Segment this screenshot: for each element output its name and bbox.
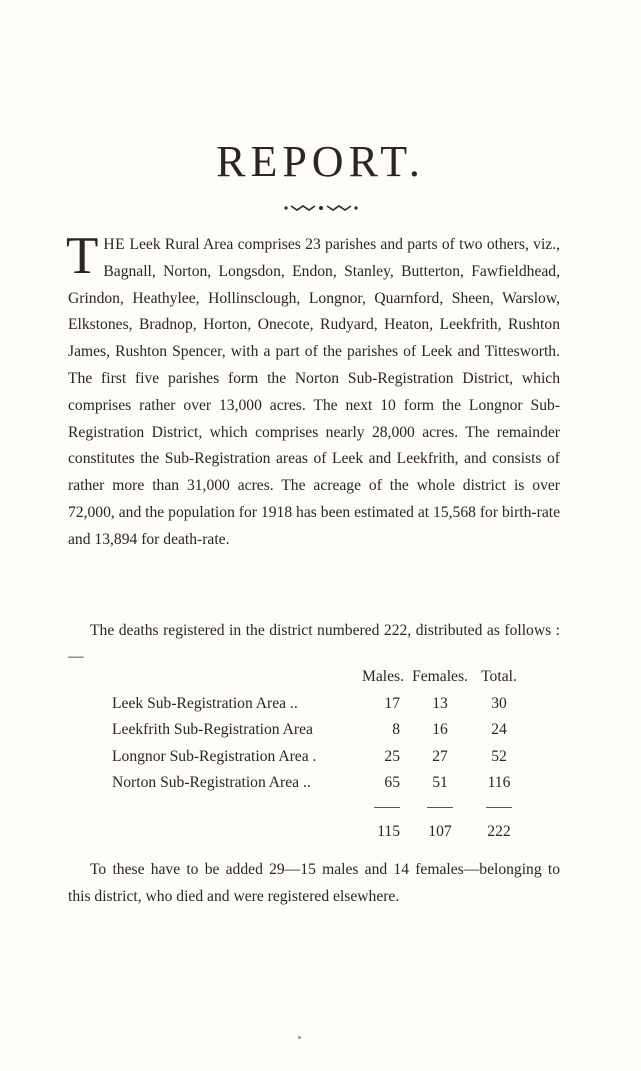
rule-line bbox=[427, 807, 453, 808]
row-females: 51 bbox=[432, 774, 448, 792]
table-row bbox=[112, 691, 522, 718]
deaths-table bbox=[112, 664, 522, 845]
row-total: 52 bbox=[491, 747, 507, 765]
row-males: 17 bbox=[384, 694, 401, 712]
row-males: 25 bbox=[384, 747, 401, 765]
row-total: 116 bbox=[487, 774, 511, 792]
additional-paragraph: To these have to be added 29—15 males and 14 females—belonging to this district, who died and were registered elsewhere. bbox=[68, 861, 560, 905]
table-row bbox=[112, 744, 522, 771]
row-males: 65 bbox=[384, 774, 401, 792]
table-row bbox=[112, 717, 522, 744]
total-total: 222 bbox=[487, 822, 511, 840]
row-label: Norton Sub-Registration Area .. bbox=[112, 774, 311, 792]
row-males: 8 bbox=[392, 721, 401, 739]
table-totals-row bbox=[112, 819, 522, 846]
row-females: 13 bbox=[432, 694, 448, 712]
ornament-divider bbox=[283, 204, 359, 212]
header-males: Males. bbox=[362, 668, 405, 686]
row-total: 24 bbox=[491, 721, 507, 739]
row-label: Longnor Sub-Registration Area . bbox=[112, 747, 317, 765]
table-rule-row bbox=[112, 797, 522, 819]
deaths-paragraph: The deaths registered in the district numbered 222, distributed as follows : — bbox=[68, 622, 560, 665]
page-mark bbox=[298, 1036, 301, 1039]
table-row bbox=[112, 770, 522, 797]
total-males: 115 bbox=[377, 822, 401, 840]
total-females: 107 bbox=[428, 822, 452, 840]
rule-line bbox=[374, 807, 400, 808]
header-females: Females. bbox=[412, 668, 468, 686]
intro-text: Leek Rural Area comprises 23 parishes and parts of two others, viz., Bagnall, Norton, Longsdon, Endon, Stanley, Butterton, Fawfieldhead, Grindon, Heathylee, Hollinsclough, Longnor, Quarnford, Sheen, Warslow, Elkstones, Bradnop, Horton, Onecote, Rudyard, Heaton, Leekfrith, Rushton James, Rushton Spencer, with a part of the parishes of Leek and Tittesworth. The first five parishes form the Norton Sub-Registration District, which comprises rather over 13,000 acres. The next 10 form the Longnor Sub-Registration District, which comprises nearly 28,000 acres. The remainder constitutes the Sub-Registration areas of Leek and Leekfrith, and consists of rather more than 31,000 acres. The acreage of the whole district is over 72,000, and the population for 1918 has been estimated at 15,568 for birth-rate and 13,894 for death-rate. bbox=[68, 236, 560, 548]
intro-paragraph bbox=[66, 227, 560, 554]
row-total: 30 bbox=[491, 694, 507, 712]
rule-line bbox=[486, 807, 512, 808]
row-females: 27 bbox=[432, 747, 448, 765]
drop-cap: T bbox=[66, 227, 99, 285]
lead-word: HE bbox=[103, 236, 126, 253]
row-label: Leek Sub-Registration Area .. bbox=[112, 694, 298, 712]
page-title: REPORT. bbox=[216, 137, 425, 186]
row-label: Leekfrith Sub-Registration Area bbox=[112, 721, 313, 739]
header-total: Total. bbox=[481, 668, 517, 686]
table-header-row bbox=[112, 664, 522, 691]
row-females: 16 bbox=[432, 721, 448, 739]
